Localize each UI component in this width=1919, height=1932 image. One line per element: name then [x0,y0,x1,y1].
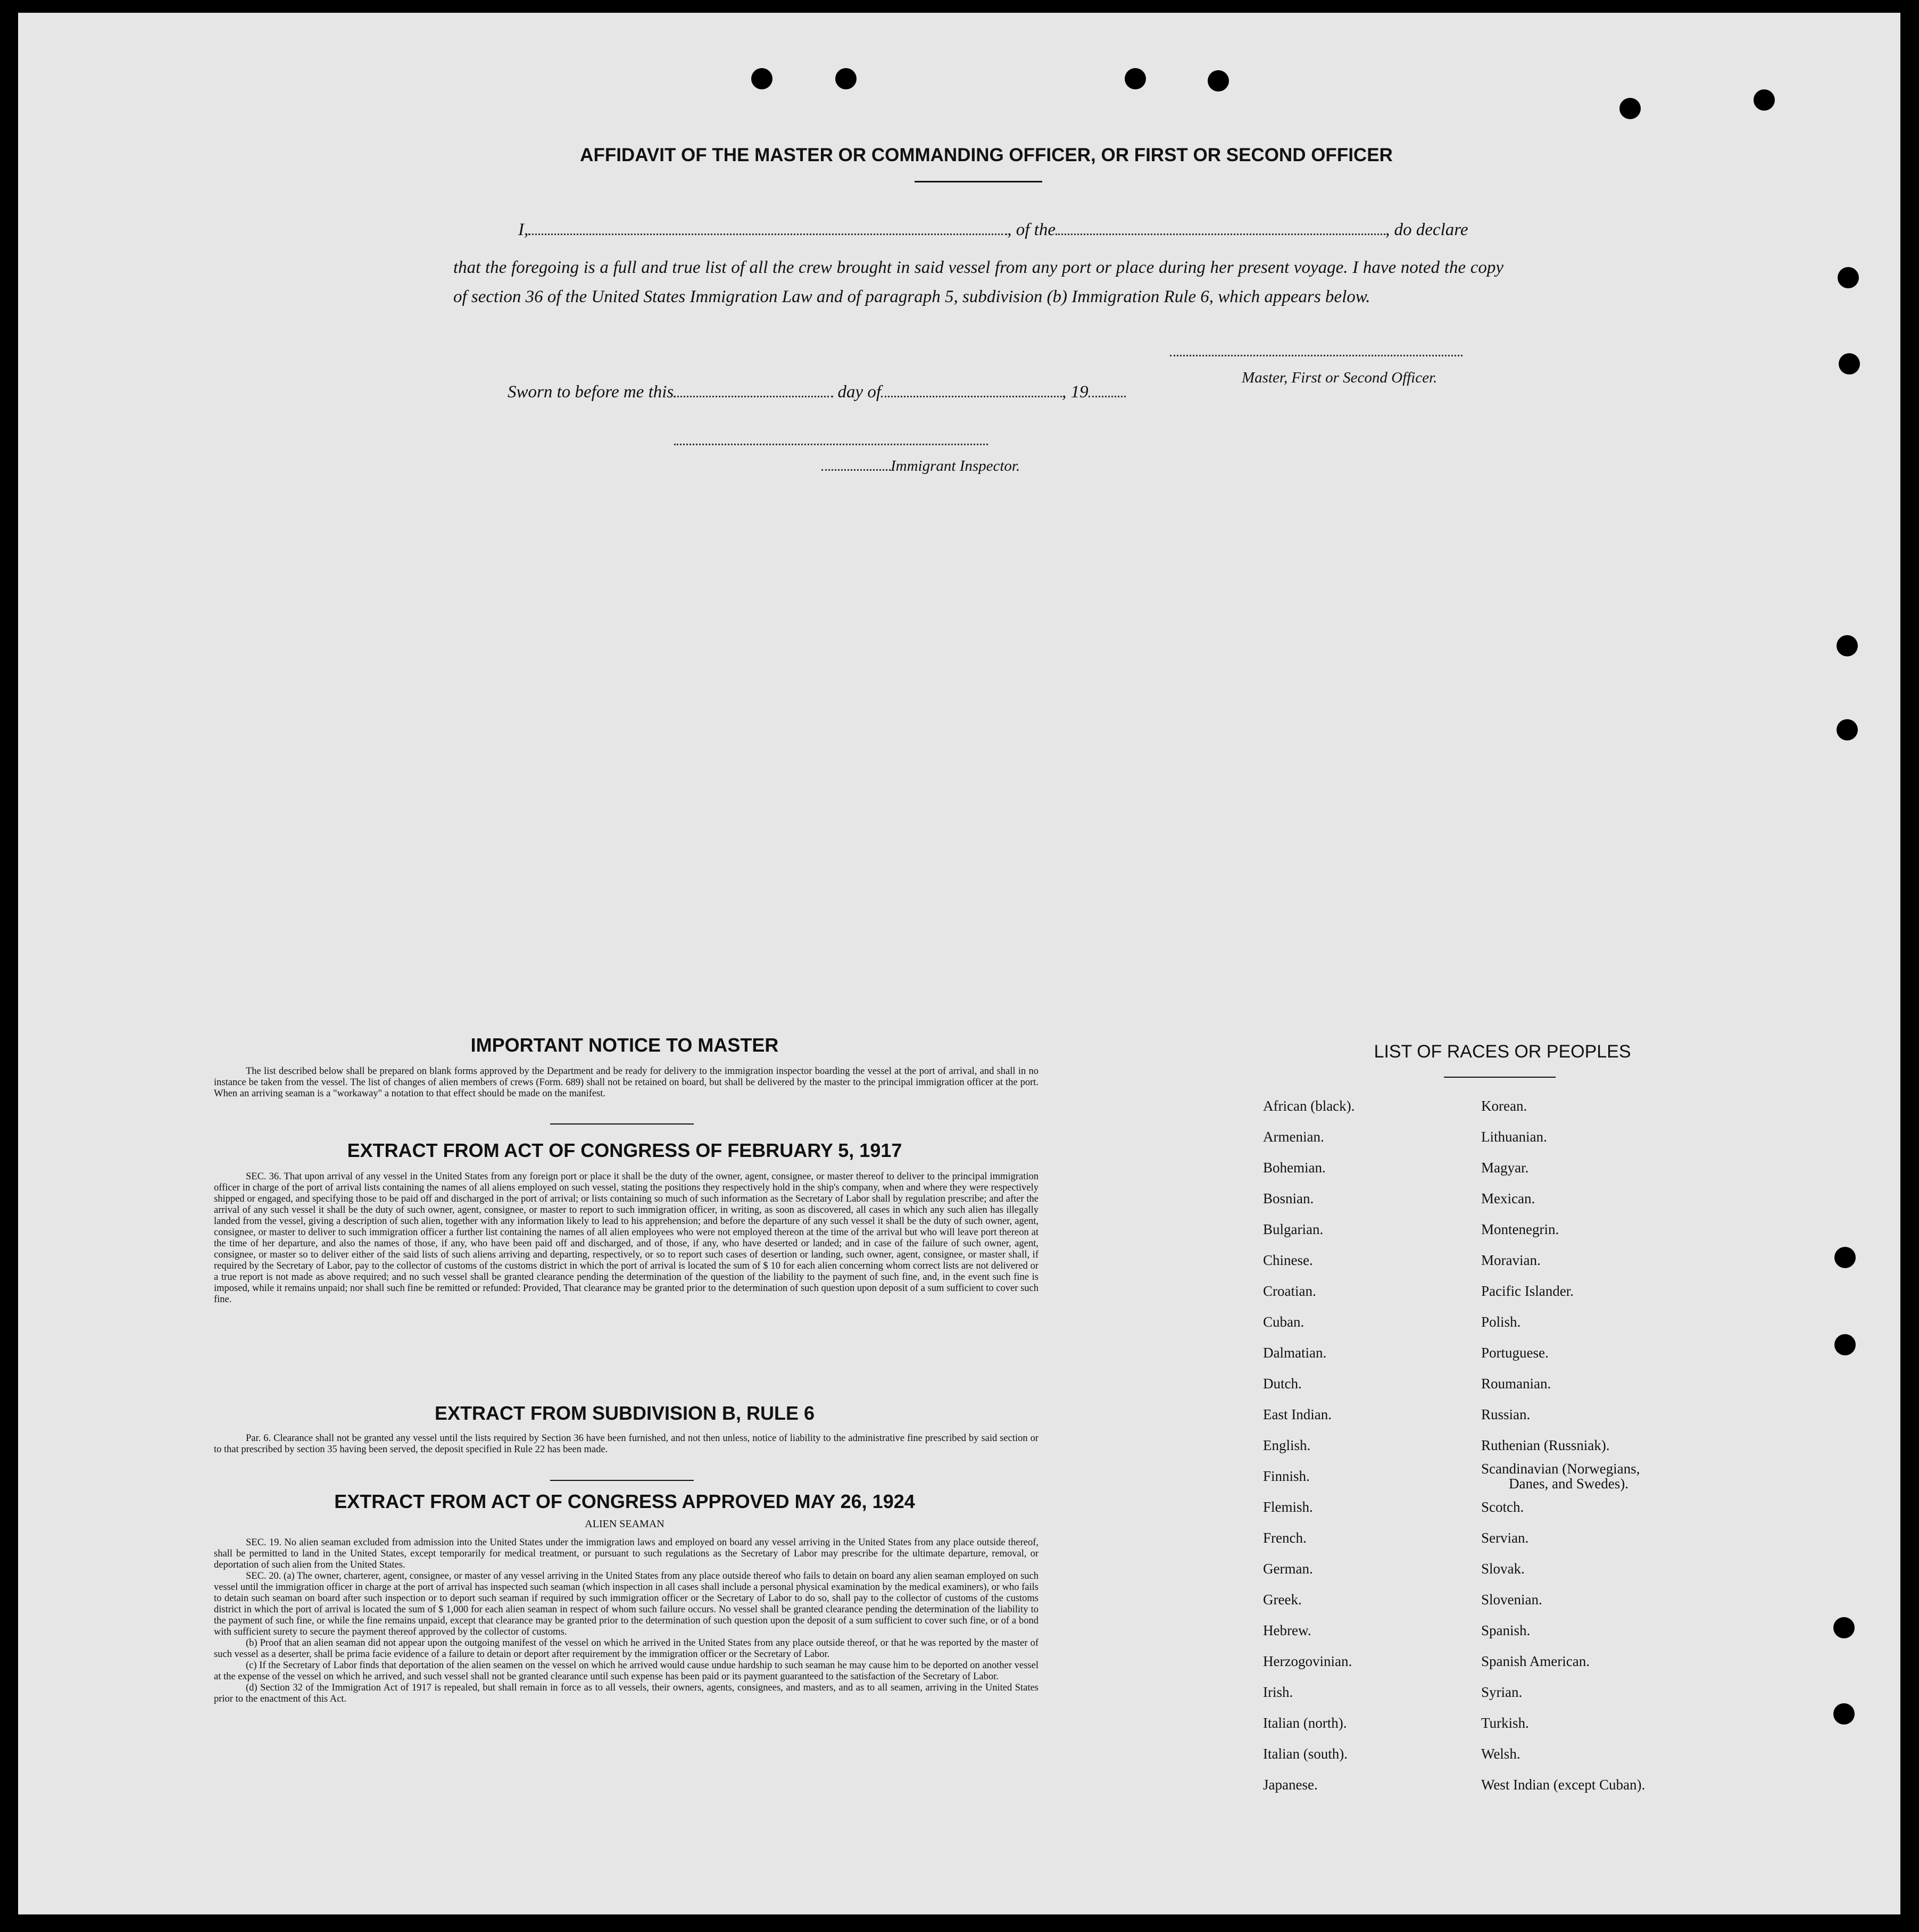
rule6-title: EXTRACT FROM SUBDIVISION B, RULE 6 [434,1402,815,1424]
sec19-paragraph: SEC. 19. No alien seaman excluded from admission into the United States under the immigration laws and employed on board any vessel arriving in the United States from any place outside thereof, shall be permitted to land in the United States, except temporarily for medical treatment, or pursuant to such regulations as the Secretary of Labor may prescribe for the ultimate departure, removal, or deportation of such alien from the United States. [214,1537,1039,1570]
race-item: Korean. [1481,1098,1527,1114]
inspector-signature-line[interactable] [674,438,988,445]
race-item: Ruthenian (Russniak). [1481,1437,1610,1453]
notice-title: IMPORTANT NOTICE TO MASTER [470,1034,779,1056]
name-blank[interactable] [528,234,1007,235]
sec20b-paragraph: (b) Proof that an alien seaman did not appear upon the outgoing manifest of the vessel on which he arrived in the United States from any place outside thereof, or that he was reported by the master of such vessel as a deserter, shall be prima facie evidence of a failure to detain or deport after requirement by the immigration officer or the Secretary of Labor. [214,1638,1039,1660]
race-item: Greek. [1263,1592,1302,1608]
races-title: LIST OF RACES OR PEOPLES [1374,1042,1631,1062]
race-item: Bohemian. [1263,1160,1326,1176]
punch-hole [1754,89,1775,111]
race-item: Spanish American. [1481,1653,1590,1669]
sec20d-paragraph: (d) Section 32 of the Immigration Act of 1917 is repealed, but shall remain in force as to all vessels, their owners, agents, consignees, and masters, and as to all seamen, arriving in the United States prior to the enactment of this Act. [214,1683,1039,1704]
race-item: Polish. [1481,1314,1521,1330]
race-item: Scandinavian (Norwegians, [1481,1461,1640,1477]
extract1924-title: EXTRACT FROM ACT OF CONGRESS APPROVED MAY 26, 1924 [334,1490,915,1512]
race-item: Armenian. [1263,1129,1324,1145]
notice-paragraph: The list described below shall be prepared on blank forms approved by the Department and be ready for delivery to the immigration inspector boarding the vessel at the port of arrival, and shall in no instance be taken from the vessel. The list of changes of alien members of crews (Form. 689) shall not be retained on board, but shall be delivered by the master to the principal immigration officer at the port. When an arriving seaman is a "workaway" a notation to that effect should be made on the manifest. [214,1066,1039,1099]
race-item: Dutch. [1263,1376,1302,1392]
race-item: Japanese. [1263,1777,1318,1793]
race-item: Italian (north). [1263,1715,1347,1731]
race-item: Scotch. [1481,1499,1524,1515]
punch-hole [1834,1247,1856,1268]
affidavit-i: I, [518,220,529,239]
race-item: East Indian. [1263,1406,1332,1422]
race-item: Bosnian. [1263,1190,1314,1206]
inspector-label: Immigrant Inspector. [891,457,1020,474]
race-item: Moravian. [1481,1252,1541,1268]
alien-seaman-subtitle: ALIEN SEAMAN [585,1518,664,1530]
punch-hole [1833,1617,1855,1638]
par6-paragraph: Par. 6. Clearance shall not be granted any vessel until the lists required by Section 36 have been furnished, and not then unless, notice of liability to the administrative fine prescribed by said section or to that prescribed by section 35 having been served, the deposit specified in Rule 22 has been made. [214,1433,1039,1455]
race-item: Turkish. [1481,1715,1529,1731]
race-item: English. [1263,1437,1311,1453]
race-item: German. [1263,1561,1313,1577]
race-item: Syrian. [1481,1684,1523,1700]
inspector-line [821,457,1020,475]
sec20a-paragraph: SEC. 20. (a) The owner, charterer, agent, consignee, or master of any vessel arriving in the United States from any place outside thereof who fails to detain on board any alien seaman employed on such vessel until the immigration officer in charge at the port of arrival has inspected such seaman (which inspection in all cases shall include a personal physical examination by the medical examiners), or who fails to detain such seaman on board after such inspection or to deport such seaman if required by such immigration officer or the Secretary of Labor to do so, shall pay to the collector of customs of the customs district in which the port of arrival is located the sum of $ 1,000 for each alien seaman in respect of whom such failure occurs. No vessel shall be granted clearance pending the determination of the liability to the payment of such fine, or while the fine remains unpaid, except that clearance may be granted prior to the determination of such question upon the deposit of a sum sufficient to cover such fine, or of a bond with sufficient surety to secure the payment thereof approved by the collector of customs. [214,1571,1039,1637]
sworn-label: Sworn to before me this [508,382,674,402]
sec36-paragraph: SEC. 36. That upon arrival of any vessel in the United States from any foreign port or place it shall be the duty of the owner, agent, consignee, or master thereof to deliver to the principal immigration officer in charge of the port of arrival lists containing the names of all aliens employed on such vessel, stating the positions they respectively hold in the ship's company, when and where they were respectively shipped or engaged, and specifying those to be paid off and discharged in the port of arrival; or lists containing so much of such information as the Secretary of Labor shall by regulation prescribe; and after the arrival of any such vessel it shall be the duty of such owner, agent, consignee, or master to report to such immigration officer, in writing, as soon as discovered, all cases in which any such alien has illegally landed from the vessel, giving a description of such alien, together with any information likely to lead to his apprehension; and before the departure of any such vessel it shall be the duty of such owner, agent, consignee, or master to deliver to such immigration officer a further list containing the names of all alien employees who were not employed thereon at the time of the arrival but who will leave port thereon at the time of her departure, and also the names of those, if any, who have been paid off and discharged, and of those, if any, who have deserted or landed; and in case of the failure of such owner, agent, consignee, or master so to deliver either of the said lists of such aliens arriving and departing, respectively, or so to report such cases of desertion or landing, such owner, agent, consignee, or master shall, if required by the Secretary of Labor, pay to the collector of customs of the customs district in which the port of arrival is located the sum of $ 10 for each alien concerning whom correct lists are not delivered or a true report is not made as above required; and no such vessel shall be granted clearance pending the determination of the question of the liability to the payment of such fine, and, in the event such fine is imposed, while it remains unpaid; nor shall such fine be remitted or refunded: Provided, That clearance may be granted prior to the determination of such question upon deposit of a sum sufficient to cover such fine. [214,1171,1039,1305]
race-item: Russian. [1481,1406,1531,1422]
punch-hole [1619,98,1641,119]
affidavit-do-declare: , do declare [1385,220,1468,239]
punch-hole [1837,719,1858,740]
notice-body [214,1066,1039,1100]
race-item: Herzogovinian. [1263,1653,1352,1669]
race-item: Mexican. [1481,1190,1535,1206]
extract1924-body [214,1537,1039,1705]
extract1917-title: EXTRACT FROM ACT OF CONGRESS OF FEBRUARY 5, 1917 [347,1139,902,1161]
race-item: French. [1263,1530,1307,1546]
punch-hole [1837,635,1858,656]
race-item: Danes, and Swedes). [1509,1476,1629,1492]
punch-hole [751,68,772,89]
master-signature-label: Master, First or Second Officer. [1242,369,1438,386]
sworn-month-blank[interactable] [881,396,1062,397]
punch-hole [1125,68,1146,89]
document-page [18,13,1900,1914]
race-item: Hebrew. [1263,1622,1311,1638]
race-item: Montenegrin. [1481,1221,1559,1237]
race-item: Magyar. [1481,1160,1529,1176]
race-item: Bulgarian. [1263,1221,1324,1237]
race-item: Lithuanian. [1481,1129,1547,1145]
race-item: West Indian (except Cuban). [1481,1777,1646,1793]
extract1917-body [214,1171,1039,1305]
race-item: Slovak. [1481,1561,1525,1577]
punch-hole [1833,1703,1855,1725]
race-item: Italian (south). [1263,1746,1348,1762]
affidavit-declaration-line [518,220,1486,240]
race-item: African (black). [1263,1098,1355,1114]
vessel-blank[interactable] [1056,234,1385,235]
race-item: Spanish. [1481,1622,1531,1638]
rule6-body [214,1433,1039,1455]
punch-hole [1838,267,1859,288]
punch-hole [835,68,857,89]
punch-hole [1834,1334,1856,1355]
race-item: Slovenian. [1481,1592,1542,1608]
race-item: Dalmatian. [1263,1345,1327,1361]
sworn-line [508,382,1126,402]
notice-rule [550,1123,694,1125]
races-rule [1444,1077,1556,1078]
sec20c-paragraph: (c) If the Secretary of Labor finds that deportation of the alien seamen on the vessel on which he arrived would cause undue hardship to such seaman he may cause him to be deported on another vessel at the expense of the vessel on which he arrived, and such vessel shall not be granted clearance until such expense has been paid or its payment guaranteed to the satisfaction of the Secretary of Labor. [214,1660,1039,1682]
title-rule [915,181,1042,182]
race-item: Chinese. [1263,1252,1313,1268]
affidavit-of-the: , of the [1007,220,1056,239]
race-item: Croatian. [1263,1283,1316,1299]
race-item: Welsh. [1481,1746,1521,1762]
punch-hole [1208,70,1229,91]
race-item: Finnish. [1263,1468,1310,1484]
affidavit-title: AFFIDAVIT OF THE MASTER OR COMMANDING OFFICER, OR FIRST OR SECOND OFFICER [580,145,1393,165]
sworn-day-of: day of [833,382,882,402]
race-item: Roumanian. [1481,1376,1551,1392]
race-item: Irish. [1263,1684,1293,1700]
sworn-year-prefix: , 19 [1062,382,1089,402]
race-item: Portuguese. [1481,1345,1549,1361]
sworn-year-blank[interactable] [1089,396,1126,397]
rule6-rule [550,1480,694,1481]
race-item: Cuban. [1263,1314,1305,1330]
affidavit-body: that the foregoing is a full and true list of all the crew brought in said vessel from any port or place during her present voyage. I have noted the copy of section 36 of the United States Immigration Law and of paragraph 5, subdivision (b) Immigration Rule 6, which appears below. [453,258,1503,306]
race-item: Servian. [1481,1530,1529,1546]
sworn-day-blank[interactable] [674,396,833,397]
master-signature-line[interactable] [1170,349,1463,356]
punch-hole [1839,353,1860,374]
race-item: Flemish. [1263,1499,1313,1515]
race-item: Pacific Islander. [1481,1283,1574,1299]
